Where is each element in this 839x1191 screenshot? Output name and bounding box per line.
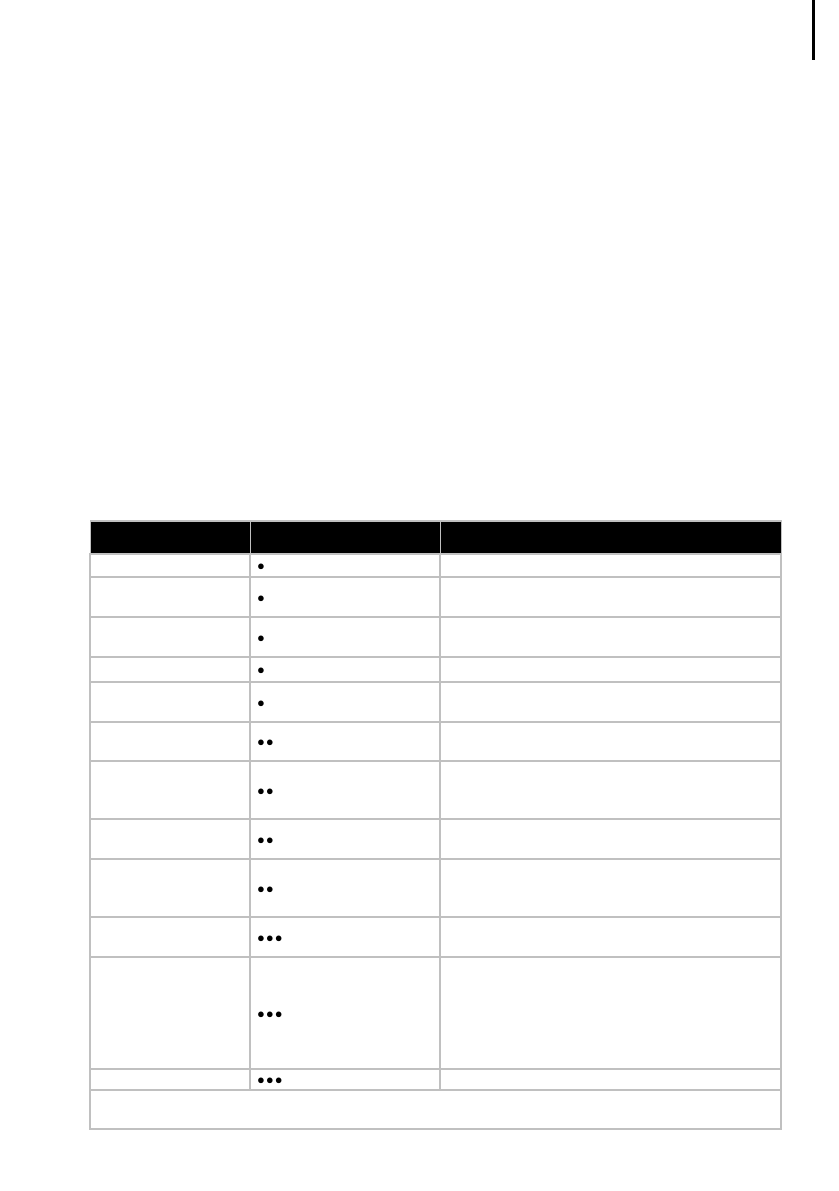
rating-dots: ● (250, 554, 440, 577)
rating-dots: ● (250, 682, 440, 722)
row-label-cell (90, 957, 250, 1069)
header-cell-1 (90, 521, 250, 554)
rating-dots: ●● (250, 819, 440, 859)
rating-dots: ● (250, 577, 440, 617)
table-row (90, 617, 781, 657)
table-row (90, 1069, 781, 1090)
row-description-cell (440, 819, 781, 859)
rating-dots: ●●● (250, 917, 440, 957)
page-edge-bar (812, 0, 815, 60)
table-row (90, 682, 781, 722)
rating-dots: ●●● (250, 1069, 440, 1090)
row-description-cell (440, 554, 781, 577)
rating-dots: ● (250, 617, 440, 657)
row-label-cell (90, 917, 250, 957)
table-footer-cell (90, 1090, 781, 1129)
row-description-cell (440, 722, 781, 761)
row-label-cell (90, 657, 250, 682)
table-row (90, 957, 781, 1069)
table-row (90, 859, 781, 917)
row-label-cell (90, 554, 250, 577)
row-description-cell (440, 859, 781, 917)
row-label-cell (90, 761, 250, 819)
table-row (90, 722, 781, 761)
row-description-cell (440, 617, 781, 657)
header-cell-3 (440, 521, 781, 554)
row-description-cell (440, 761, 781, 819)
row-label-cell (90, 682, 250, 722)
rating-dots: ●● (250, 722, 440, 761)
row-description-cell (440, 1069, 781, 1090)
rating-dots: ●●● (250, 957, 440, 1069)
row-description-cell (440, 917, 781, 957)
row-description-cell (440, 577, 781, 617)
table-row (90, 577, 781, 617)
rating-dots: ● (250, 657, 440, 682)
table-row (90, 657, 781, 682)
row-label-cell (90, 819, 250, 859)
table-row (90, 917, 781, 957)
row-label-cell (90, 577, 250, 617)
row-description-cell (440, 657, 781, 682)
header-cell-2 (250, 521, 440, 554)
data-table (89, 520, 782, 1130)
rating-dots: ●● (250, 859, 440, 917)
row-label-cell (90, 617, 250, 657)
table-row (90, 761, 781, 819)
row-label-cell (90, 1069, 250, 1090)
row-label-cell (90, 722, 250, 761)
row-description-cell (440, 682, 781, 722)
table-row (90, 819, 781, 859)
table-footer-row (90, 1090, 781, 1129)
table-header-row (90, 521, 781, 554)
row-label-cell (90, 859, 250, 917)
table-row (90, 554, 781, 577)
row-description-cell (440, 957, 781, 1069)
rating-dots: ●● (250, 761, 440, 819)
